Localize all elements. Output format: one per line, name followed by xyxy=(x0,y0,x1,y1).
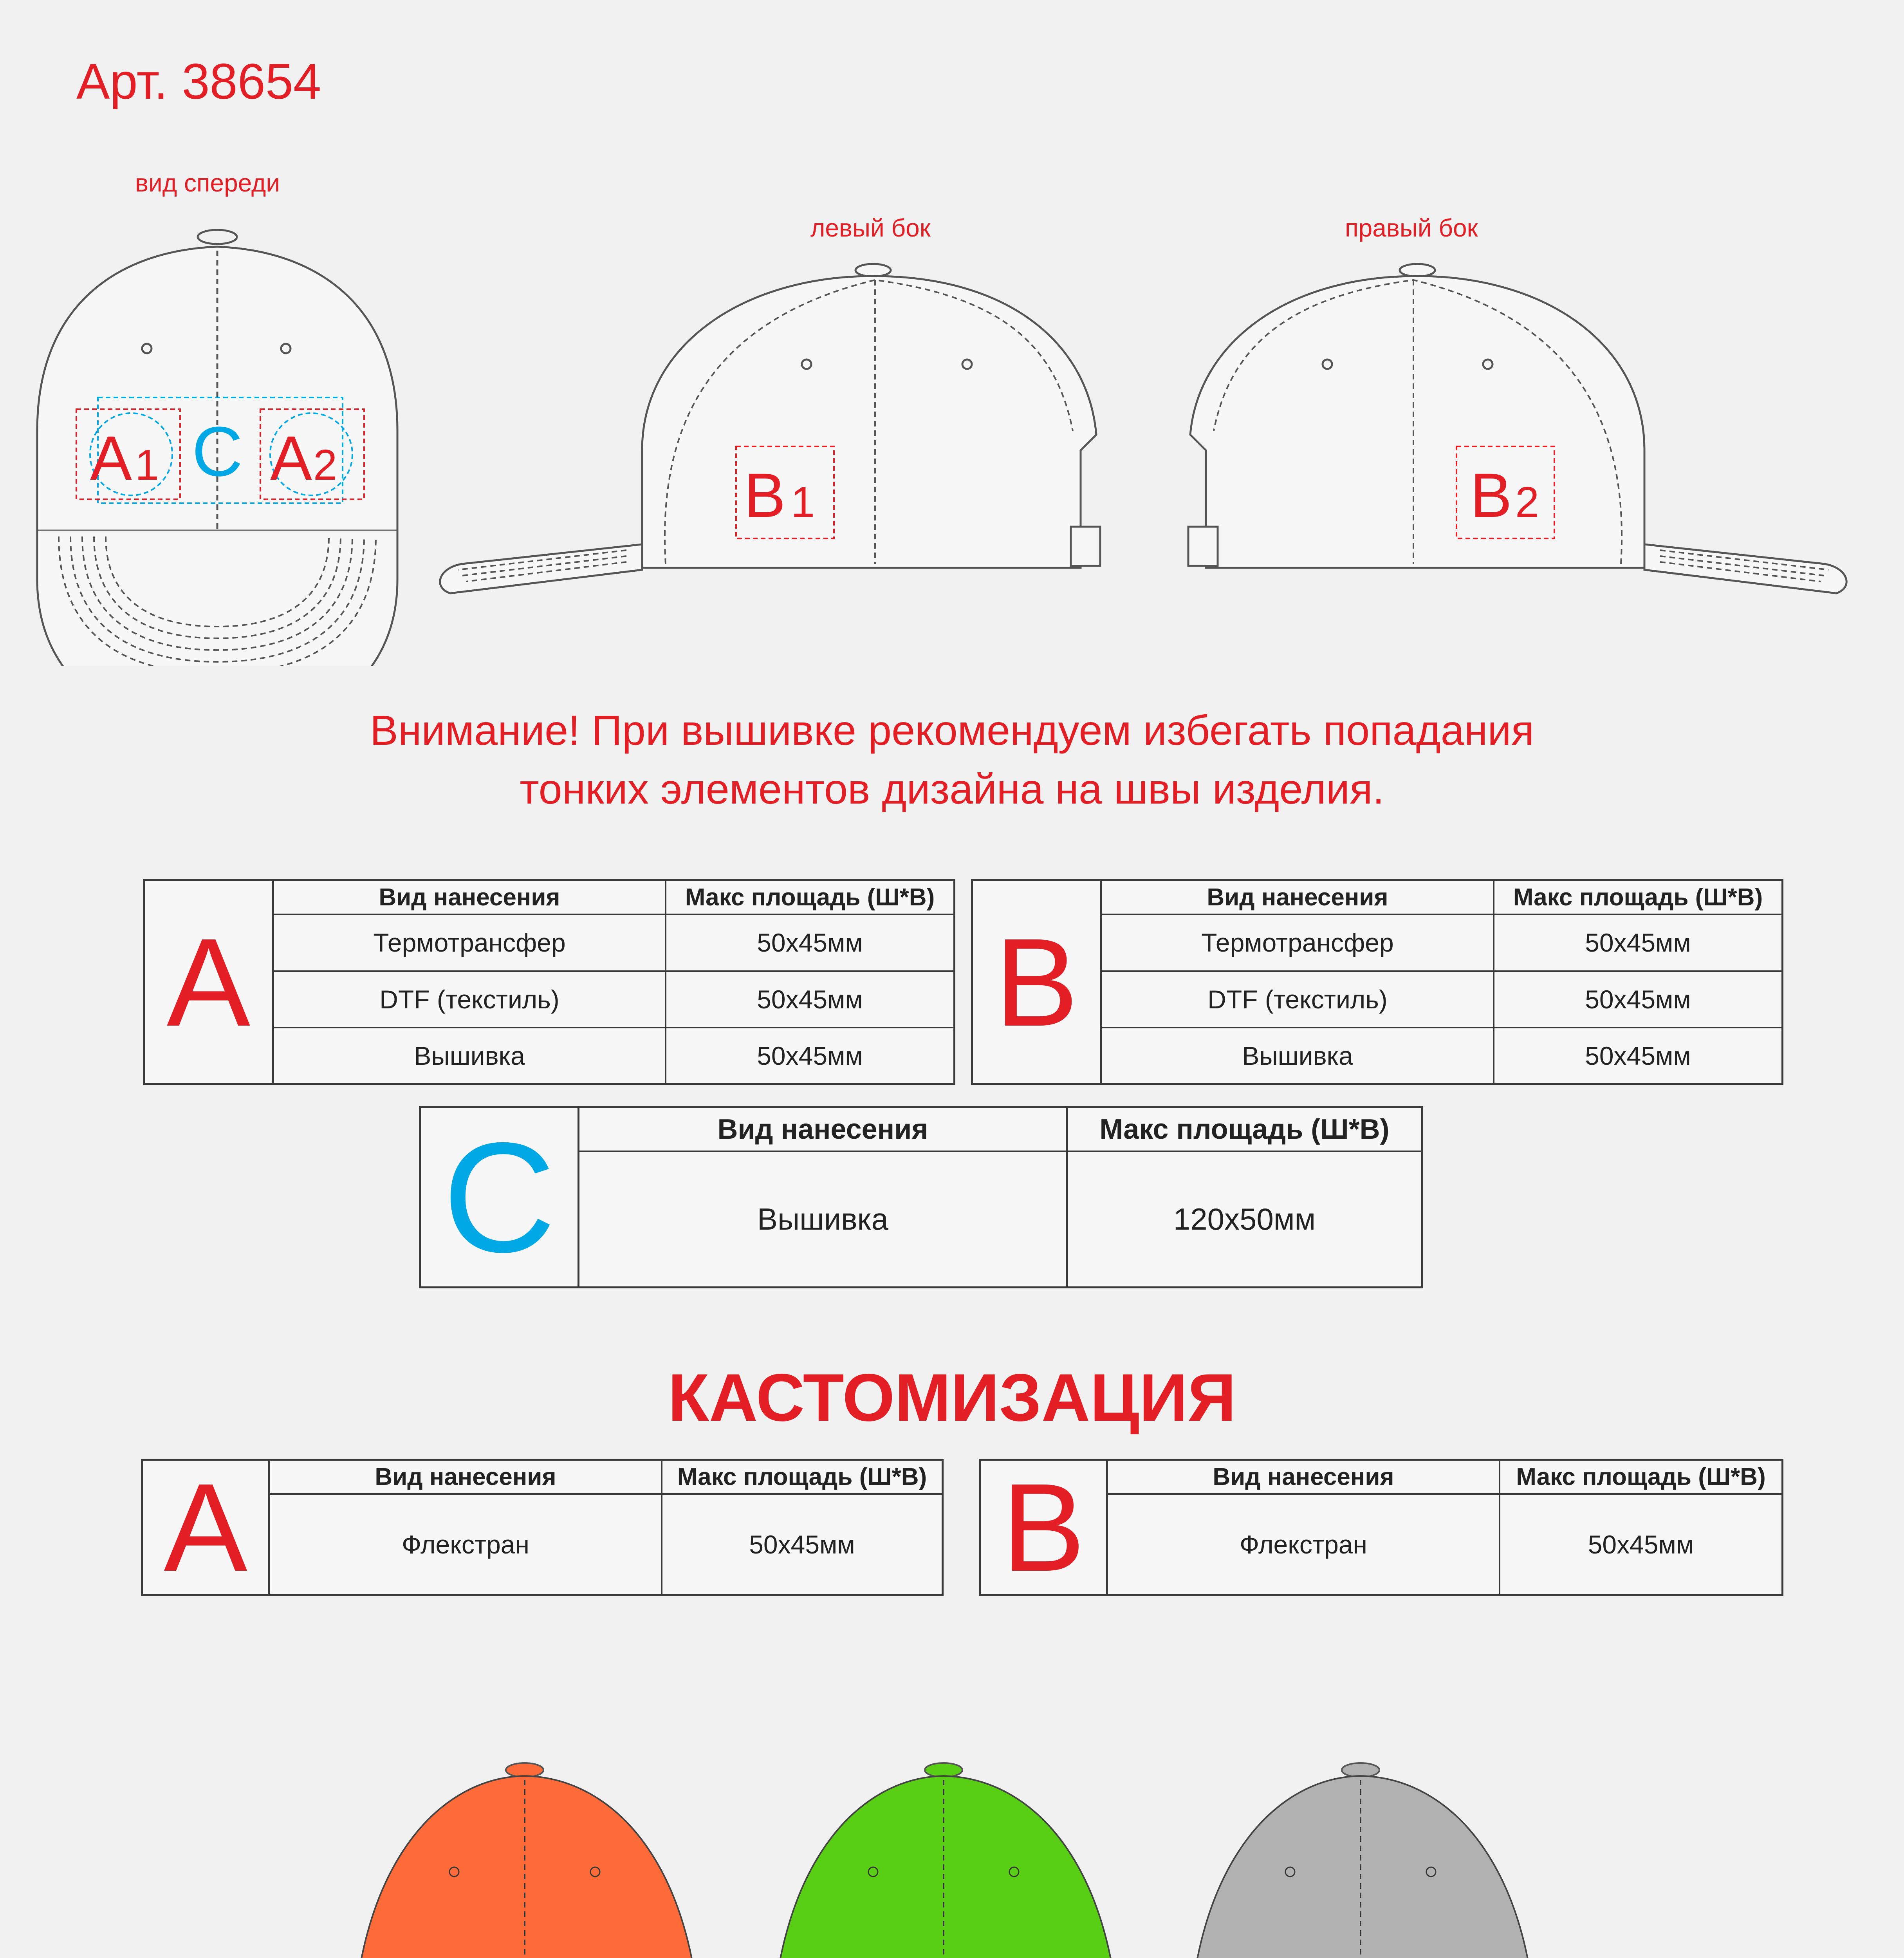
zone-a1-index: 1 xyxy=(135,441,159,489)
table-cell: 120x50мм xyxy=(1067,1151,1421,1286)
zone-c-letter: C xyxy=(192,412,243,491)
table-cell: 50x45мм xyxy=(666,914,953,971)
table-cell: 50x45мм xyxy=(666,971,953,1028)
table-cell: Вышивка xyxy=(1102,1028,1494,1083)
table-cell: Флекстран xyxy=(270,1494,662,1594)
zone-b2-letter: B xyxy=(1470,460,1512,530)
cap-green xyxy=(763,1763,1124,1958)
zone-b1-index: 1 xyxy=(791,478,815,526)
custom-table-zone-b-letter-cell xyxy=(981,1457,1108,1597)
table-cell: Термотрансфер xyxy=(1102,914,1494,971)
table-header: Вид нанесения xyxy=(579,1108,1067,1151)
table-zone-c xyxy=(419,1106,1423,1288)
table-cell: DTF (текстиль) xyxy=(274,971,666,1028)
article-title: Арт. 38654 xyxy=(76,54,321,110)
custom-table-zone-a-letter: A xyxy=(164,1457,247,1597)
zone-b2-index: 2 xyxy=(1515,478,1539,526)
table-cell: 50x45мм xyxy=(1494,1028,1781,1083)
cap-left-outline xyxy=(440,264,1100,593)
front-view-label: вид спереди xyxy=(135,169,280,197)
cap-technical-drawings xyxy=(0,0,1904,666)
right-view-label: правый бок xyxy=(1345,214,1478,242)
table-cell: 50x45мм xyxy=(666,1028,953,1083)
custom-table-zone-b-grid xyxy=(1108,1461,1781,1594)
custom-table-zone-a-grid xyxy=(270,1461,942,1594)
custom-table-zone-b xyxy=(979,1459,1783,1596)
table-header: Макс площадь (Ш*В) xyxy=(1494,881,1781,914)
table-cell: 50x45мм xyxy=(662,1494,942,1594)
table-cell: 50x45мм xyxy=(1500,1494,1781,1594)
embroidery-warning xyxy=(0,701,1904,818)
warning-line-2: тонких элементов дизайна на швы изделия. xyxy=(520,765,1384,813)
table-header: Макс площадь (Ш*В) xyxy=(666,881,953,914)
warning-line-1: Внимание! При вышивке рекомендуем избегать попадания xyxy=(370,706,1534,754)
zone-a2-letter: A xyxy=(270,423,312,493)
custom-table-zone-a-letter-cell xyxy=(143,1457,270,1597)
zone-b1-letter: B xyxy=(744,460,786,530)
cap-orange xyxy=(345,1763,705,1958)
table-zone-b-letter-cell xyxy=(973,881,1102,1083)
customization-title: КАСТОМИЗАЦИЯ xyxy=(668,1360,1236,1435)
custom-table-zone-a xyxy=(141,1459,944,1596)
table-header: Вид нанесения xyxy=(1102,881,1494,914)
custom-table-zone-b-letter: B xyxy=(1002,1457,1085,1597)
cap-right-outline xyxy=(1188,264,1846,593)
table-header: Вид нанесения xyxy=(1108,1461,1500,1494)
left-view-label: левый бок xyxy=(810,214,931,242)
table-cell: Термотрансфер xyxy=(274,914,666,971)
table-zone-b-letter: B xyxy=(994,912,1079,1052)
table-cell: Вышивка xyxy=(579,1151,1067,1286)
cap-gray xyxy=(1180,1763,1541,1958)
table-header: Макс площадь (Ш*В) xyxy=(1500,1461,1781,1494)
table-zone-a xyxy=(143,879,955,1085)
table-zone-b-grid xyxy=(1102,881,1781,1083)
table-zone-c-grid xyxy=(579,1108,1421,1286)
table-zone-c-letter: C xyxy=(442,1109,556,1285)
table-header: Макс площадь (Ш*В) xyxy=(662,1461,942,1494)
table-cell: DTF (текстиль) xyxy=(1102,971,1494,1028)
table-cell: 50x45мм xyxy=(1494,971,1781,1028)
table-header: Вид нанесения xyxy=(270,1461,662,1494)
table-zone-c-letter-cell xyxy=(421,1108,579,1286)
table-zone-a-letter-cell xyxy=(145,881,274,1083)
table-cell: Вышивка xyxy=(274,1028,666,1083)
zone-a2-index: 2 xyxy=(313,441,337,489)
table-cell: Флекстран xyxy=(1108,1494,1500,1594)
table-cell: 50x45мм xyxy=(1494,914,1781,971)
cap-color-variants xyxy=(0,1723,1904,1958)
table-zone-a-grid xyxy=(274,881,953,1083)
table-zone-a-letter: A xyxy=(166,912,251,1052)
table-zone-b xyxy=(971,879,1783,1085)
zone-a1-letter: A xyxy=(90,423,132,493)
table-header: Макс площадь (Ш*В) xyxy=(1067,1108,1421,1151)
table-header: Вид нанесения xyxy=(274,881,666,914)
